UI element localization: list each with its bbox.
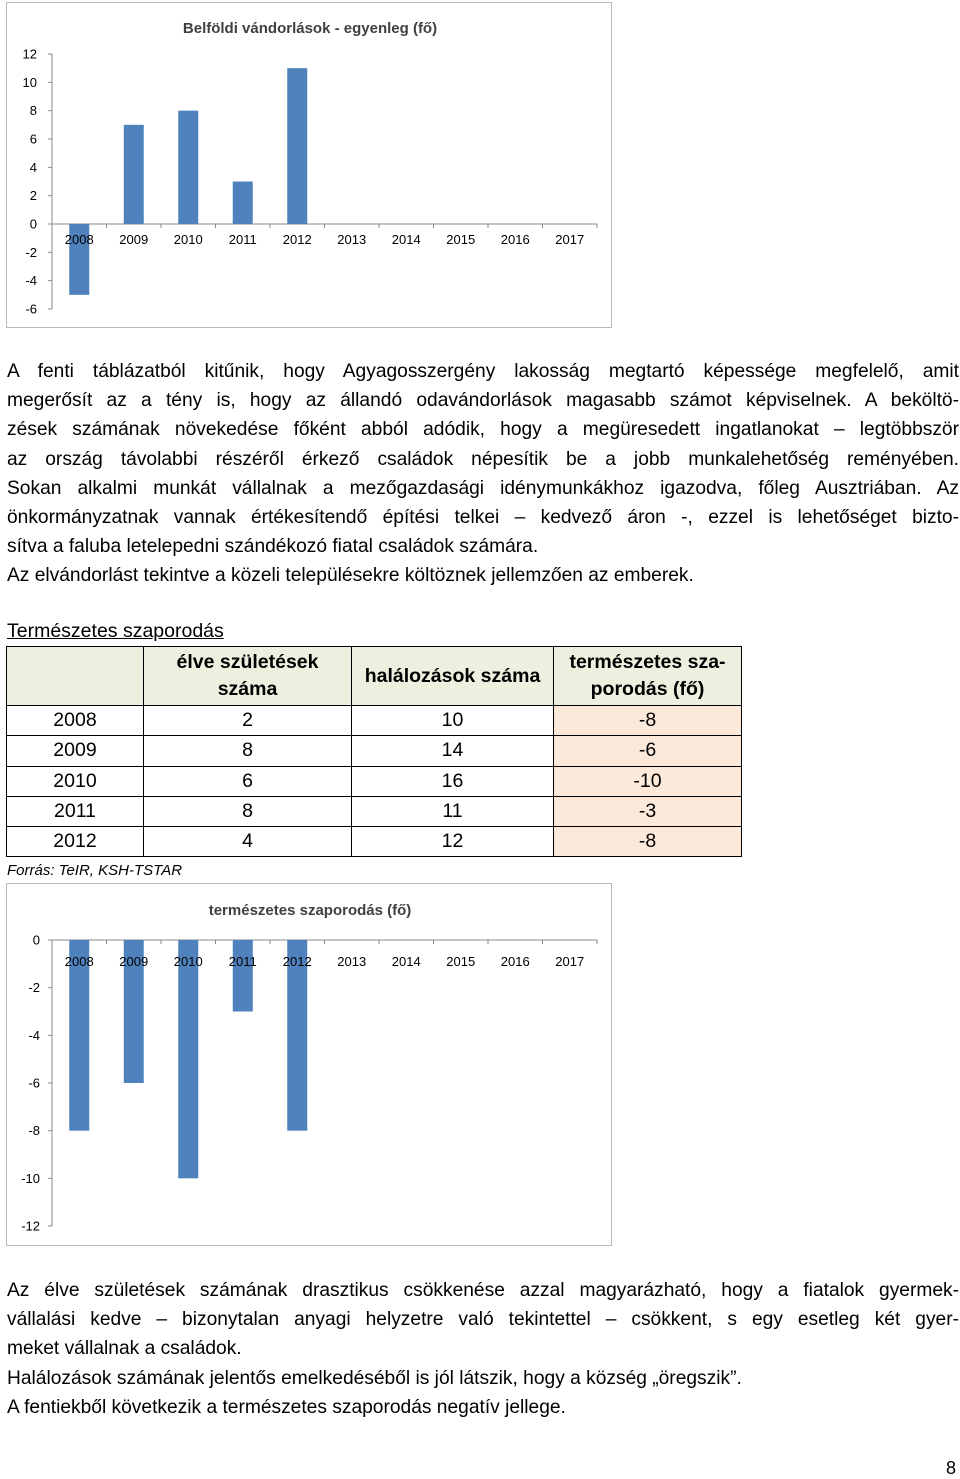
deaths-cell: 14	[352, 736, 554, 766]
x-tick-label: 2012	[282, 232, 312, 247]
paragraph-line: A fenti táblázatból kitűnik, hogy Agyagosszergény lakosság megtartó képessége megfelelő, amit	[7, 361, 959, 382]
y-tick-label: -2	[28, 980, 40, 996]
x-tick-label: 2008	[64, 954, 94, 969]
x-tick-label: 2009	[119, 954, 149, 969]
y-tick-label: 4	[29, 159, 37, 175]
natural-increase-cell: -6	[554, 736, 742, 766]
table-source: Forrás: TeIR, KSH-TSTAR	[7, 862, 183, 879]
paragraph-line: önkormányzatnak vannak értékesítendő építési telkei – kedvező áron -, ezzel is lehetőséget bizto-	[7, 507, 959, 529]
table-row	[7, 736, 742, 766]
table-row	[7, 796, 742, 826]
natural-increase-chart	[6, 883, 612, 1246]
bar	[178, 111, 198, 224]
table-row	[7, 827, 742, 857]
natural-increase-cell: -10	[554, 766, 742, 796]
y-tick-label: -4	[25, 273, 37, 289]
chart-title: Belföldi vándorlások - egyenleg (fő)	[182, 20, 438, 37]
paragraph-line: A fentiekből következik a természetes szaporodás negatív jellege.	[7, 1396, 566, 1418]
births-cell: 8	[144, 796, 352, 826]
x-tick-label: 2009	[119, 232, 149, 247]
y-tick-label: 10	[22, 74, 37, 90]
x-tick-label: 2011	[228, 232, 257, 247]
x-tick-label: 2016	[500, 232, 530, 247]
bar	[124, 125, 144, 224]
paragraph-births-analysis	[7, 1276, 959, 1422]
migration-balance-chart	[6, 2, 612, 328]
natural-increase-cell: -3	[554, 796, 742, 826]
y-tick-label: -4	[28, 1027, 40, 1043]
table-title: Természetes szaporodás	[7, 620, 224, 642]
y-tick-label: -12	[21, 1218, 40, 1234]
natural-increase-cell: -8	[554, 706, 742, 736]
y-tick-label: 0	[29, 216, 37, 232]
deaths-cell: 12	[352, 827, 554, 857]
y-tick-label: 8	[29, 103, 37, 119]
table-header-row	[7, 647, 742, 706]
header-cell	[7, 647, 144, 706]
births-cell: 6	[144, 766, 352, 796]
year-cell: 2008	[7, 706, 144, 736]
paragraph-line: Sokan alkalmi munkát vállalnak a mezőgazdasági idénymunkákhoz igazodva, főleg Ausztriában. Az	[7, 477, 959, 499]
paragraph-line: Az élve születések számának drasztikus csökkenése azzal magyarázható, hogy a fiatalok gyermek-	[7, 1280, 959, 1301]
births-cell: 4	[144, 827, 352, 857]
y-tick-label: 12	[22, 46, 37, 62]
table-row	[7, 706, 742, 736]
paragraph-migration-analysis	[7, 357, 959, 591]
x-tick-label: 2016	[500, 954, 530, 969]
x-tick-label: 2011	[228, 954, 257, 969]
natural-increase-chart-svg	[7, 884, 611, 1245]
deaths-cell: 16	[352, 766, 554, 796]
paragraph-line: vállalási kedve – bizonytalan anyagi helyzetre való tekintettel – csökkent, s egy esetleg két gyer-	[7, 1309, 959, 1331]
x-tick-label: 2008	[64, 232, 94, 247]
paragraph-line: meket vállalnak a családok.	[7, 1338, 242, 1360]
paragraph-line: megerősít az a tény is, hogy az állandó odavándorlások magasabb számot képviselnek. A beköltö-	[7, 390, 959, 412]
bar	[233, 182, 253, 225]
natural-increase-table	[6, 646, 742, 857]
x-tick-label: 2014	[391, 954, 421, 969]
y-tick-label: 6	[29, 131, 37, 147]
year-cell: 2009	[7, 736, 144, 766]
table-row	[7, 766, 742, 796]
bar	[287, 68, 307, 224]
x-tick-label: 2015	[446, 232, 476, 247]
deaths-cell: 11	[352, 796, 554, 826]
x-tick-label: 2010	[173, 954, 203, 969]
year-cell: 2010	[7, 766, 144, 796]
paragraph-line: Az elvándorlást tekintve a közeli településekre költöznek jellemzően az emberek.	[7, 565, 694, 587]
header-cell: halálozások száma	[352, 647, 554, 706]
header-cell: élve születések száma	[144, 647, 352, 706]
y-tick-label: -8	[28, 1123, 40, 1139]
births-cell: 8	[144, 736, 352, 766]
y-tick-label: -10	[21, 1170, 40, 1186]
y-tick-label: 2	[29, 188, 37, 204]
bar	[178, 940, 198, 1178]
y-tick-label: -6	[25, 301, 37, 317]
year-cell: 2012	[7, 827, 144, 857]
y-tick-label: -2	[25, 244, 37, 260]
paragraph-line: sítva a faluba letelepedni szándékozó fiatal családok számára.	[7, 536, 539, 558]
page-number: 8	[945, 1458, 956, 1478]
x-tick-label: 2017	[555, 232, 585, 247]
deaths-cell: 10	[352, 706, 554, 736]
paragraph-line: az ország távolabbi részéről érkező családok népesítik be a jobb munkalehetőség reményében.	[7, 448, 959, 470]
x-tick-label: 2012	[282, 954, 312, 969]
natural-increase-cell: -8	[554, 827, 742, 857]
x-tick-label: 2015	[446, 954, 476, 969]
x-tick-label: 2013	[337, 232, 367, 247]
chart-title: természetes szaporodás (fő)	[208, 902, 412, 919]
y-tick-label: -6	[28, 1075, 40, 1091]
paragraph-line: Halálozások számának jelentős emelkedéséből is jól látszik, hogy a község „öregszik”.	[7, 1367, 742, 1389]
y-tick-label: 0	[32, 932, 40, 948]
migration-balance-chart-svg	[7, 3, 611, 327]
x-tick-label: 2013	[337, 954, 367, 969]
paragraph-line: zések számának növekedése főként abból adódik, hogy a megüresedett ingatlanokat – legtöbbször	[7, 419, 959, 441]
x-tick-label: 2010	[173, 232, 203, 247]
x-tick-label: 2014	[391, 232, 421, 247]
x-tick-label: 2017	[555, 954, 585, 969]
year-cell: 2011	[7, 796, 144, 826]
births-cell: 2	[144, 706, 352, 736]
header-cell: természetes sza-porodás (fő)	[554, 647, 742, 706]
bar	[233, 940, 253, 1012]
